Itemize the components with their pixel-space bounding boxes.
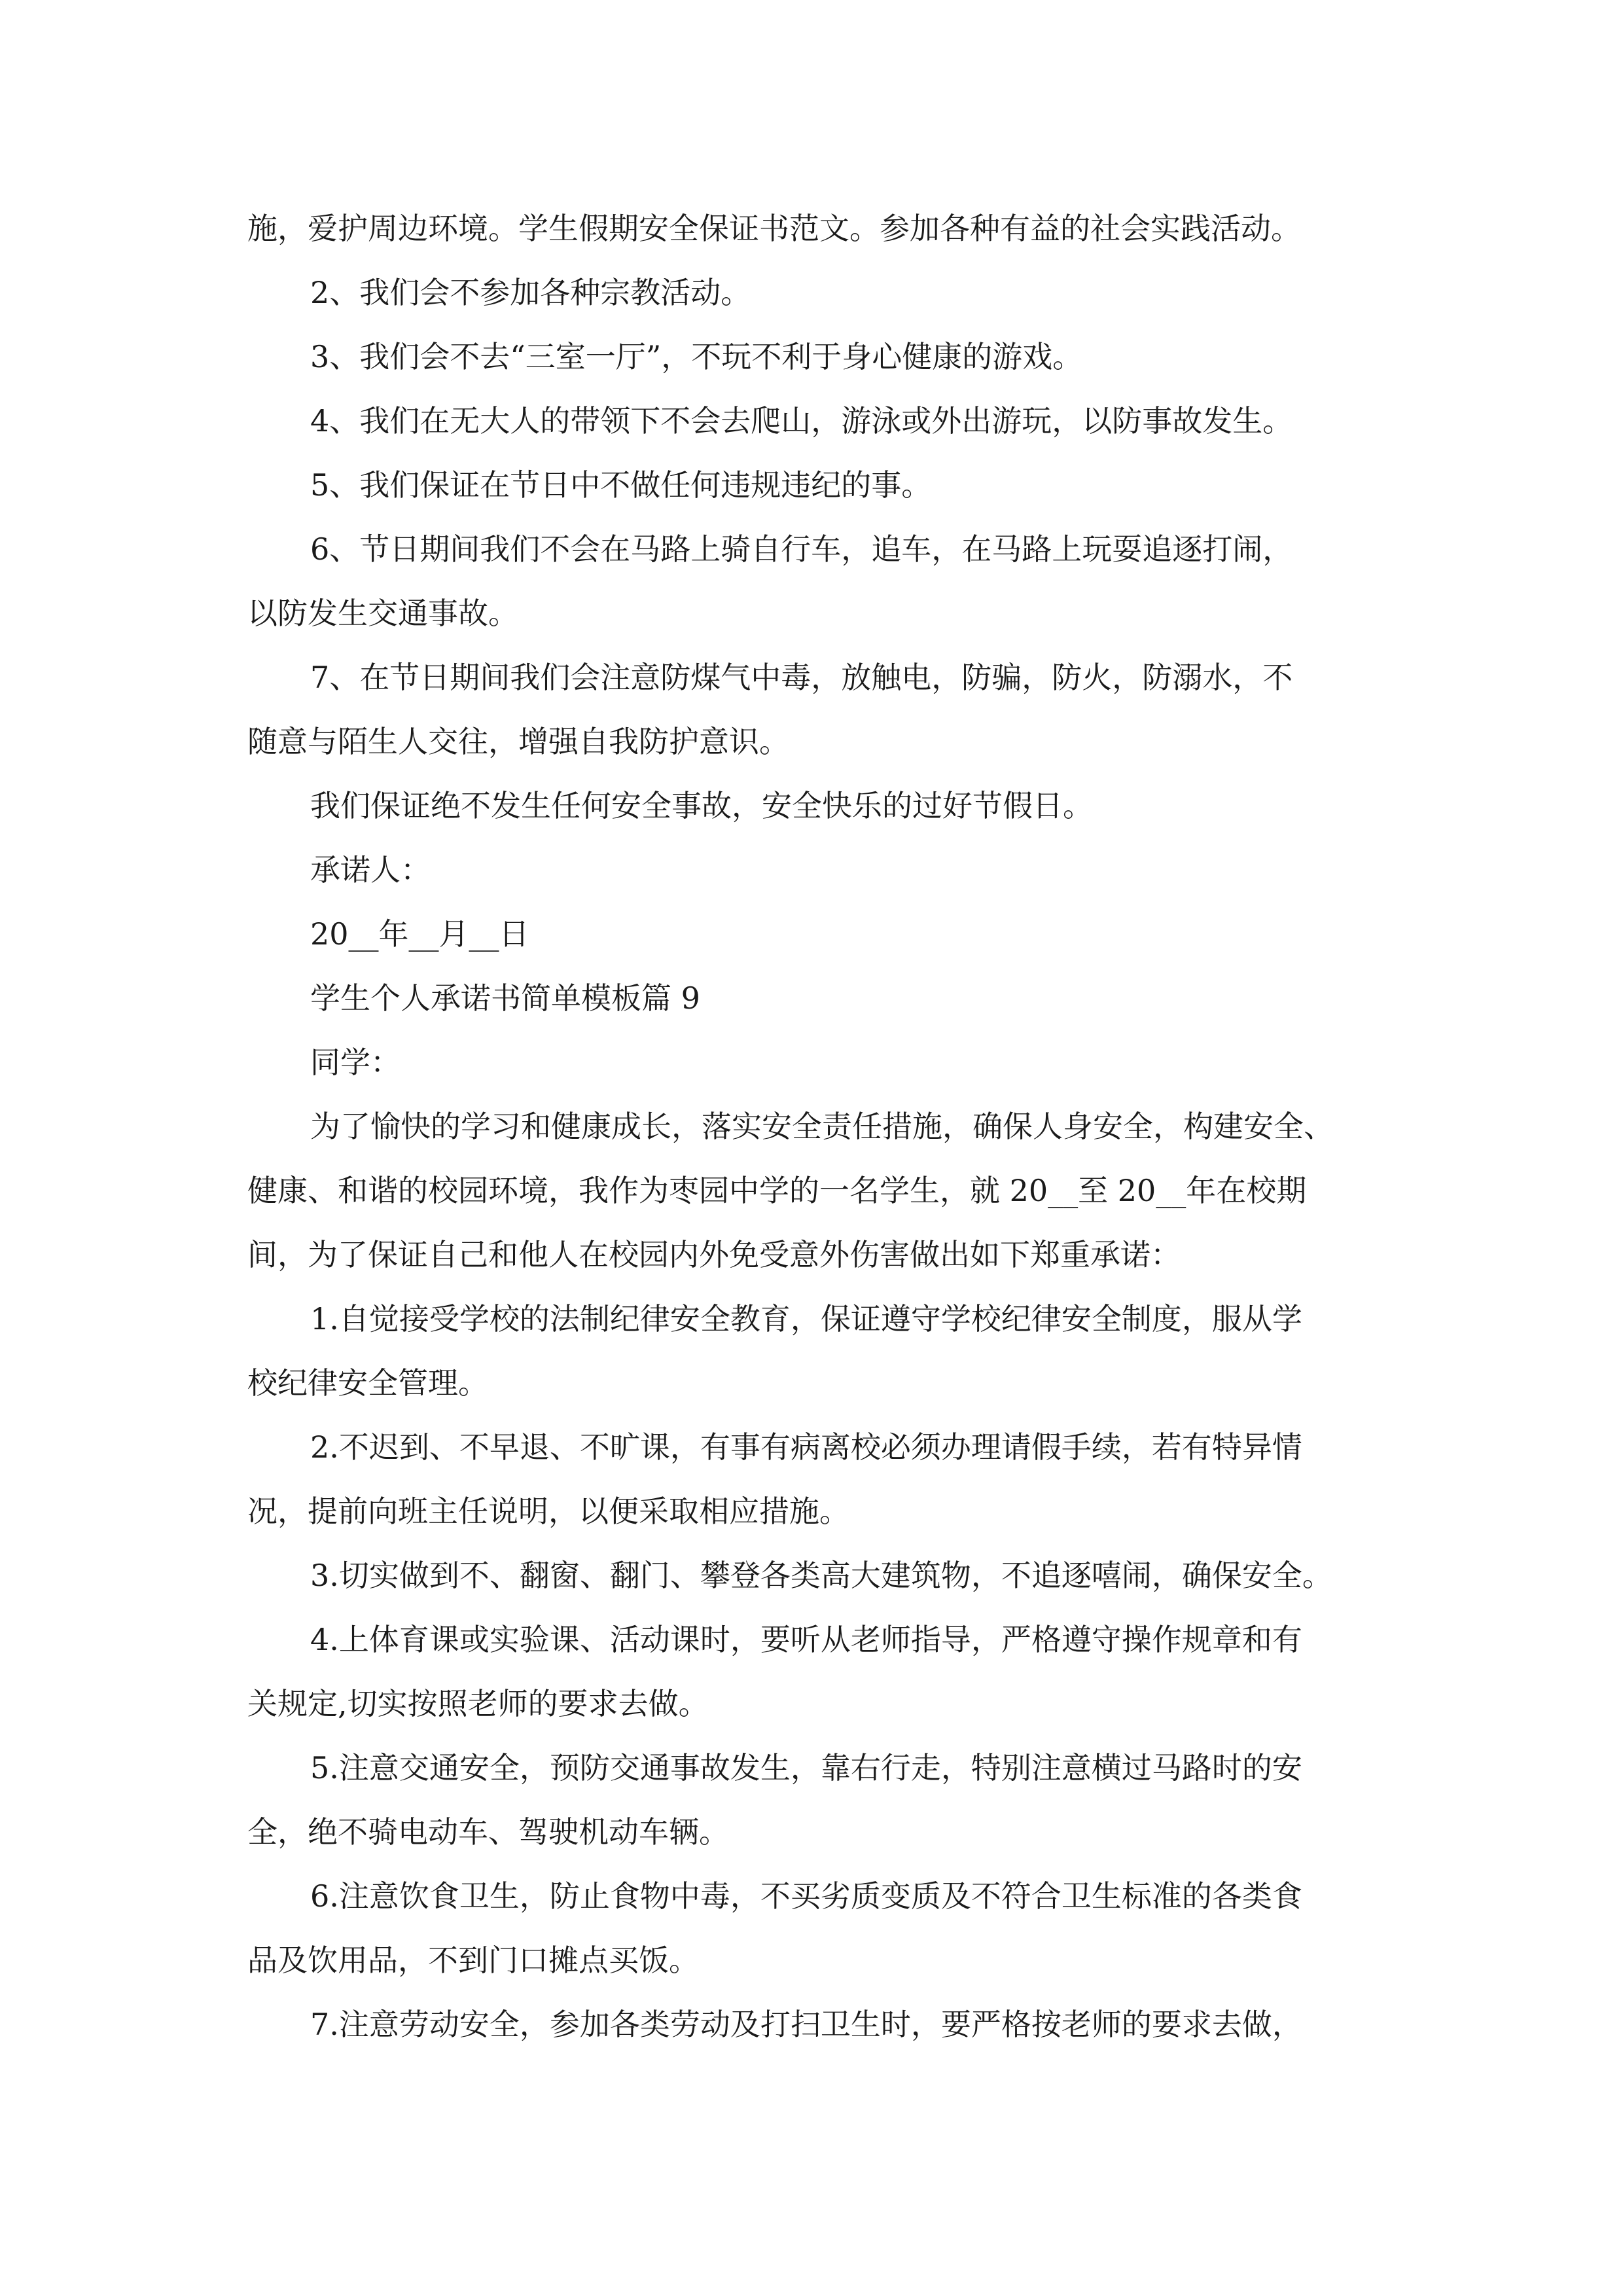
text-line: 品及饮用品，不到门口摊点买饭。 xyxy=(247,1943,699,1978)
text-line: 随意与陌生人交往，增强自我防护意识。 xyxy=(247,724,789,759)
text-line: 3、我们会不去“三室一厅”，不玩不利于身心健康的游戏。 xyxy=(310,339,1083,374)
text-line: 6、节日期间我们不会在马路上骑自行车，追车，在马路上玩耍追逐打闹， xyxy=(310,531,1293,567)
text-line: 况，提前向班主任说明，以便采取相应措施。 xyxy=(247,1494,849,1529)
text-line: 全，绝不骑电动车、驾驶机动车辆。 xyxy=(247,1814,729,1850)
text-line: 7.注意劳动安全，参加各类劳动及打扫卫生时，要严格按老师的要求去做， xyxy=(310,2007,1302,2042)
text-line: 为了愉快的学习和健康成长，落实安全责任措施，确保人身安全，构建安全、 xyxy=(310,1109,1334,1144)
text-line: 间，为了保证自己和他人在校园内外免受意外伤害做出如下郑重承诺： xyxy=(247,1237,1181,1272)
text-line: 我们保证绝不发生任何安全事故，安全快乐的过好节假日。 xyxy=(310,788,1093,823)
text-line: 施，爱护周边环境。学生假期安全保证书范文。参加各种有益的社会实践活动。 xyxy=(247,211,1301,246)
text-line: 5.注意交通安全，预防交通事故发生，靠右行走，特别注意横过马路时的安 xyxy=(310,1750,1302,1785)
date-line: 20__年__月__日 xyxy=(310,916,529,952)
text-line: 3.切实做到不、翻窗、翻门、攀登各类高大建筑物，不追逐嘻闹，确保安全。 xyxy=(310,1558,1332,1593)
section-title: 学生个人承诺书简单模板篇 9 xyxy=(310,980,700,1016)
text-line: 以防发生交通事故。 xyxy=(247,596,518,631)
text-line: 6.注意饮食卫生，防止食物中毒，不买劣质变质及不符合卫生标准的各类食 xyxy=(310,1878,1302,1914)
text-line: 2、我们会不参加各种宗教活动。 xyxy=(310,275,751,310)
text-line: 5、我们保证在节日中不做任何违规违纪的事。 xyxy=(310,467,932,503)
text-line: 健康、和谐的校园环境，我作为枣园中学的一名学生，就 20__至 20__年在校期 xyxy=(247,1173,1307,1208)
text-line: 7、在节日期间我们会注意防煤气中毒，放触电，防骗，防火，防溺水，不 xyxy=(310,660,1293,695)
salutation: 同学： xyxy=(310,1045,401,1080)
signatory-label: 承诺人： xyxy=(310,852,431,888)
document-body xyxy=(247,196,1380,2056)
text-line: 校纪律安全管理。 xyxy=(247,1365,488,1401)
text-line: 2.不迟到、不早退、不旷课，有事有病离校必须办理请假手续，若有特异情 xyxy=(310,1429,1302,1465)
text-line: 4.上体育课或实验课、活动课时，要听从老师指导，严格遵守操作规章和有 xyxy=(310,1622,1302,1657)
text-line: 1.自觉接受学校的法制纪律安全教育，保证遵守学校纪律安全制度，服从学 xyxy=(310,1301,1302,1336)
text-line: 关规定,切实按照老师的要求去做。 xyxy=(247,1686,709,1721)
text-line: 4、我们在无大人的带领下不会去爬山，游泳或外出游玩，以防事故发生。 xyxy=(310,403,1293,439)
